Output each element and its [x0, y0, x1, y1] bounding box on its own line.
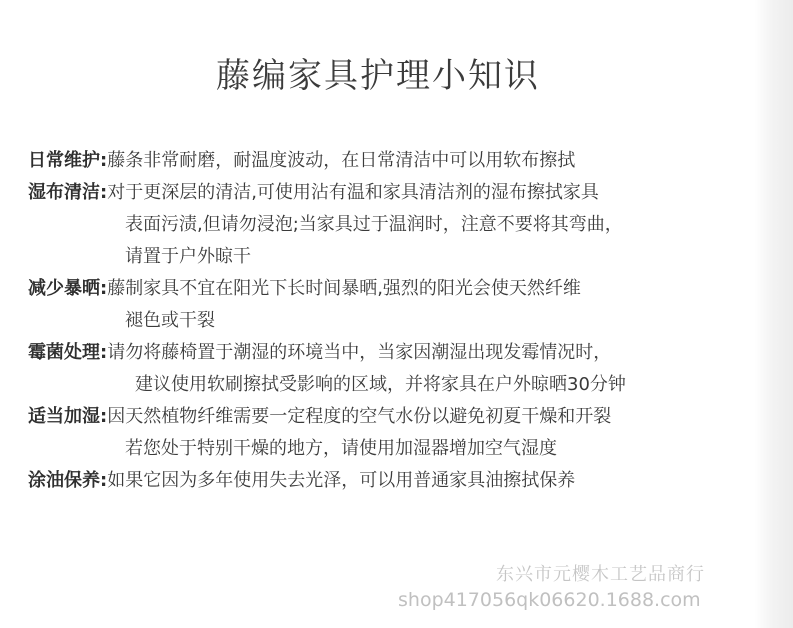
tip-text: 因天然植物纤维需要一定程度的空气水份以避免初夏干燥和开裂 — [107, 406, 612, 427]
page-edge-shadow — [755, 0, 793, 628]
tip-text: 褪色或干裂 — [125, 310, 215, 331]
tip-line — [28, 247, 758, 267]
tip-mold-treatment — [28, 343, 758, 395]
tip-line — [28, 407, 758, 427]
tip-label: 适当加湿: — [28, 406, 108, 427]
tip-line — [28, 439, 758, 459]
tip-text: 表面污渍,但请勿浸泡;当家具过于温润时，注意不要将其弯曲， — [125, 214, 623, 235]
tip-line — [28, 151, 758, 171]
tip-line — [28, 343, 758, 363]
tip-text: 藤条非常耐磨，耐温度波动，在日常清洁中可以用软布擦拭 — [107, 150, 576, 171]
tip-label: 湿布清洁: — [28, 182, 108, 203]
tip-text: 建议使用软刷擦拭受影响的区域，并将家具在户外晾晒30分钟 — [135, 374, 626, 395]
tip-text: 请置于户外晾干 — [125, 246, 251, 267]
tip-line — [28, 183, 758, 203]
tip-text: 藤制家具不宜在阳光下长时间暴晒,强烈的阳光会使天然纤维 — [107, 278, 581, 299]
tip-line — [28, 311, 758, 331]
tip-reduce-sun-exposure — [28, 279, 758, 331]
tip-label: 减少暴晒: — [28, 278, 108, 299]
tip-damp-cloth-cleaning — [28, 183, 758, 267]
watermark-shop-name: 东兴市元樱木工艺品商行 — [496, 564, 705, 585]
care-tips-list — [28, 151, 758, 503]
tip-label: 日常维护: — [28, 150, 108, 171]
tip-line — [28, 375, 758, 395]
tip-line — [28, 279, 758, 299]
watermark-shop-url: shop417056qk06620.1688.com — [398, 589, 701, 611]
tip-label: 涂油保养: — [28, 470, 108, 491]
tip-text: 请勿将藤椅置于潮湿的环境当中，当家因潮湿出现发霉情况时， — [107, 342, 612, 363]
tip-text: 对于更深层的清洁,可使用沾有温和家具清洁剂的湿布擦拭家具 — [107, 182, 599, 203]
tip-line — [28, 215, 758, 235]
tip-oil-maintenance — [28, 471, 758, 491]
tip-text: 若您处于特别干燥的地方，请使用加湿器增加空气湿度 — [125, 438, 557, 459]
tip-humidify — [28, 407, 758, 459]
tip-line — [28, 471, 758, 491]
page-title: 藤编家具护理小知识 — [216, 56, 540, 96]
tip-text: 如果它因为多年使用失去光泽，可以用普通家具油擦拭保养 — [107, 470, 576, 491]
tip-label: 霉菌处理: — [28, 342, 108, 363]
tip-daily-maintenance — [28, 151, 758, 171]
